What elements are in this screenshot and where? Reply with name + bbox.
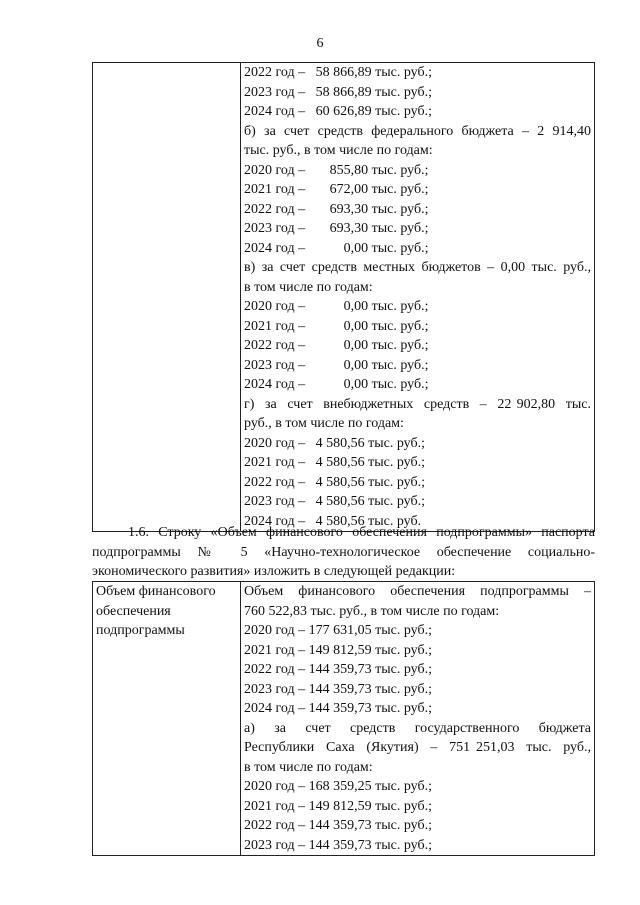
year-line: 2024 год – 0,00 тыс. руб.; <box>244 377 429 392</box>
source-heading-line: в том числе по годам: <box>244 279 373 295</box>
year-line: 2021 год – 0,00 тыс. руб.; <box>244 318 429 334</box>
year-line: 2021 год – 4 580,56 тыс. руб.; <box>244 455 425 470</box>
year-line: 2021 год – 149 812,59 тыс. руб.; <box>244 798 432 814</box>
source-heading-line: г) за счет внебюджетных средств – 22 902,80 тыс. <box>244 396 591 412</box>
table-row <box>93 582 595 856</box>
table-value-cell <box>241 582 595 856</box>
year-line: 2023 год – 144 359,73 тыс. руб.; <box>244 837 432 853</box>
year-line: 2021 год – 149 812,59 тыс. руб.; <box>244 642 432 658</box>
year-line: 2024 год – 0,00 тыс. руб.; <box>244 240 429 256</box>
subprogram-financing-table <box>92 581 595 856</box>
label-line: обеспечения <box>96 603 171 619</box>
label-line: подпрограммы <box>96 623 185 638</box>
year-line: 2020 год – 0,00 тыс. руб.; <box>244 299 429 314</box>
financing-table-continued <box>92 62 595 532</box>
source-heading-line: в) за счет средств местных бюджетов – 0,00 тыс. руб., <box>244 260 591 275</box>
table-value-cell <box>241 63 595 532</box>
source-heading-line: руб., в том числе по годам: <box>244 416 404 431</box>
page-number: 6 <box>316 36 324 51</box>
year-line: 2022 год – 144 359,73 тыс. руб.; <box>244 662 432 677</box>
year-line: 2020 год – 855,80 тыс. руб.; <box>244 162 429 178</box>
year-line: 2023 год – 4 580,56 тыс. руб.; <box>244 494 425 509</box>
year-line: 2022 год – 144 359,73 тыс. руб.; <box>244 818 432 833</box>
source-heading-line: в том числе по годам: <box>244 759 373 775</box>
table-row <box>93 63 595 532</box>
source-heading-line: а) за счет средств государственного бюджета <box>244 720 591 736</box>
year-line: 2022 год – 693,30 тыс. руб.; <box>244 201 429 217</box>
year-line: 2023 год – 693,30 тыс. руб.; <box>244 221 429 236</box>
table-label-cell <box>93 582 241 856</box>
source-heading-line: б) за счет средств федерального бюджета – 2 914,40 <box>244 123 591 139</box>
label-line: Объем финансового <box>96 584 216 599</box>
year-line: 2022 год – 58 866,89 тыс. руб.; <box>244 65 432 80</box>
source-heading-line: Республики Саха (Якутия) – 751 251,03 тыс. руб., <box>244 740 591 755</box>
amendment-paragraph <box>92 523 595 582</box>
year-line: 2023 год – 58 866,89 тыс. руб.; <box>244 84 432 100</box>
amendment-text: 1.6. Строку «Объем финансового обеспечения подпрограммы» паспорта подпрограммы № 5 «Научно-технологическое обеспечение социально-экономического развития» изложить в следующей редакции: <box>92 525 595 579</box>
source-heading-line: Объем финансового обеспечения подпрограммы – <box>244 584 591 599</box>
year-line: 2022 год – 4 580,56 тыс. руб.; <box>244 474 425 490</box>
year-line: 2020 год – 168 359,25 тыс. руб.; <box>244 779 432 794</box>
year-line: 2023 год – 0,00 тыс. руб.; <box>244 357 429 373</box>
source-heading-line: 760 522,83 тыс. руб., в том числе по годам: <box>244 603 500 619</box>
year-line: 2024 год – 4 580,56 тыс. руб. <box>244 513 422 529</box>
year-line: 2024 год – 60 626,89 тыс. руб.; <box>244 104 432 119</box>
year-line: 2024 год – 144 359,73 тыс. руб.; <box>244 701 432 716</box>
source-heading-line: тыс. руб., в том числе по годам: <box>244 143 433 158</box>
year-line: 2023 год – 144 359,73 тыс. руб.; <box>244 681 432 697</box>
year-line: 2020 год – 4 580,56 тыс. руб.; <box>244 435 425 451</box>
year-line: 2021 год – 672,00 тыс. руб.; <box>244 182 429 197</box>
year-line: 2020 год – 177 631,05 тыс. руб.; <box>244 623 432 638</box>
year-line: 2022 год – 0,00 тыс. руб.; <box>244 338 429 353</box>
table-label-cell <box>93 63 241 532</box>
